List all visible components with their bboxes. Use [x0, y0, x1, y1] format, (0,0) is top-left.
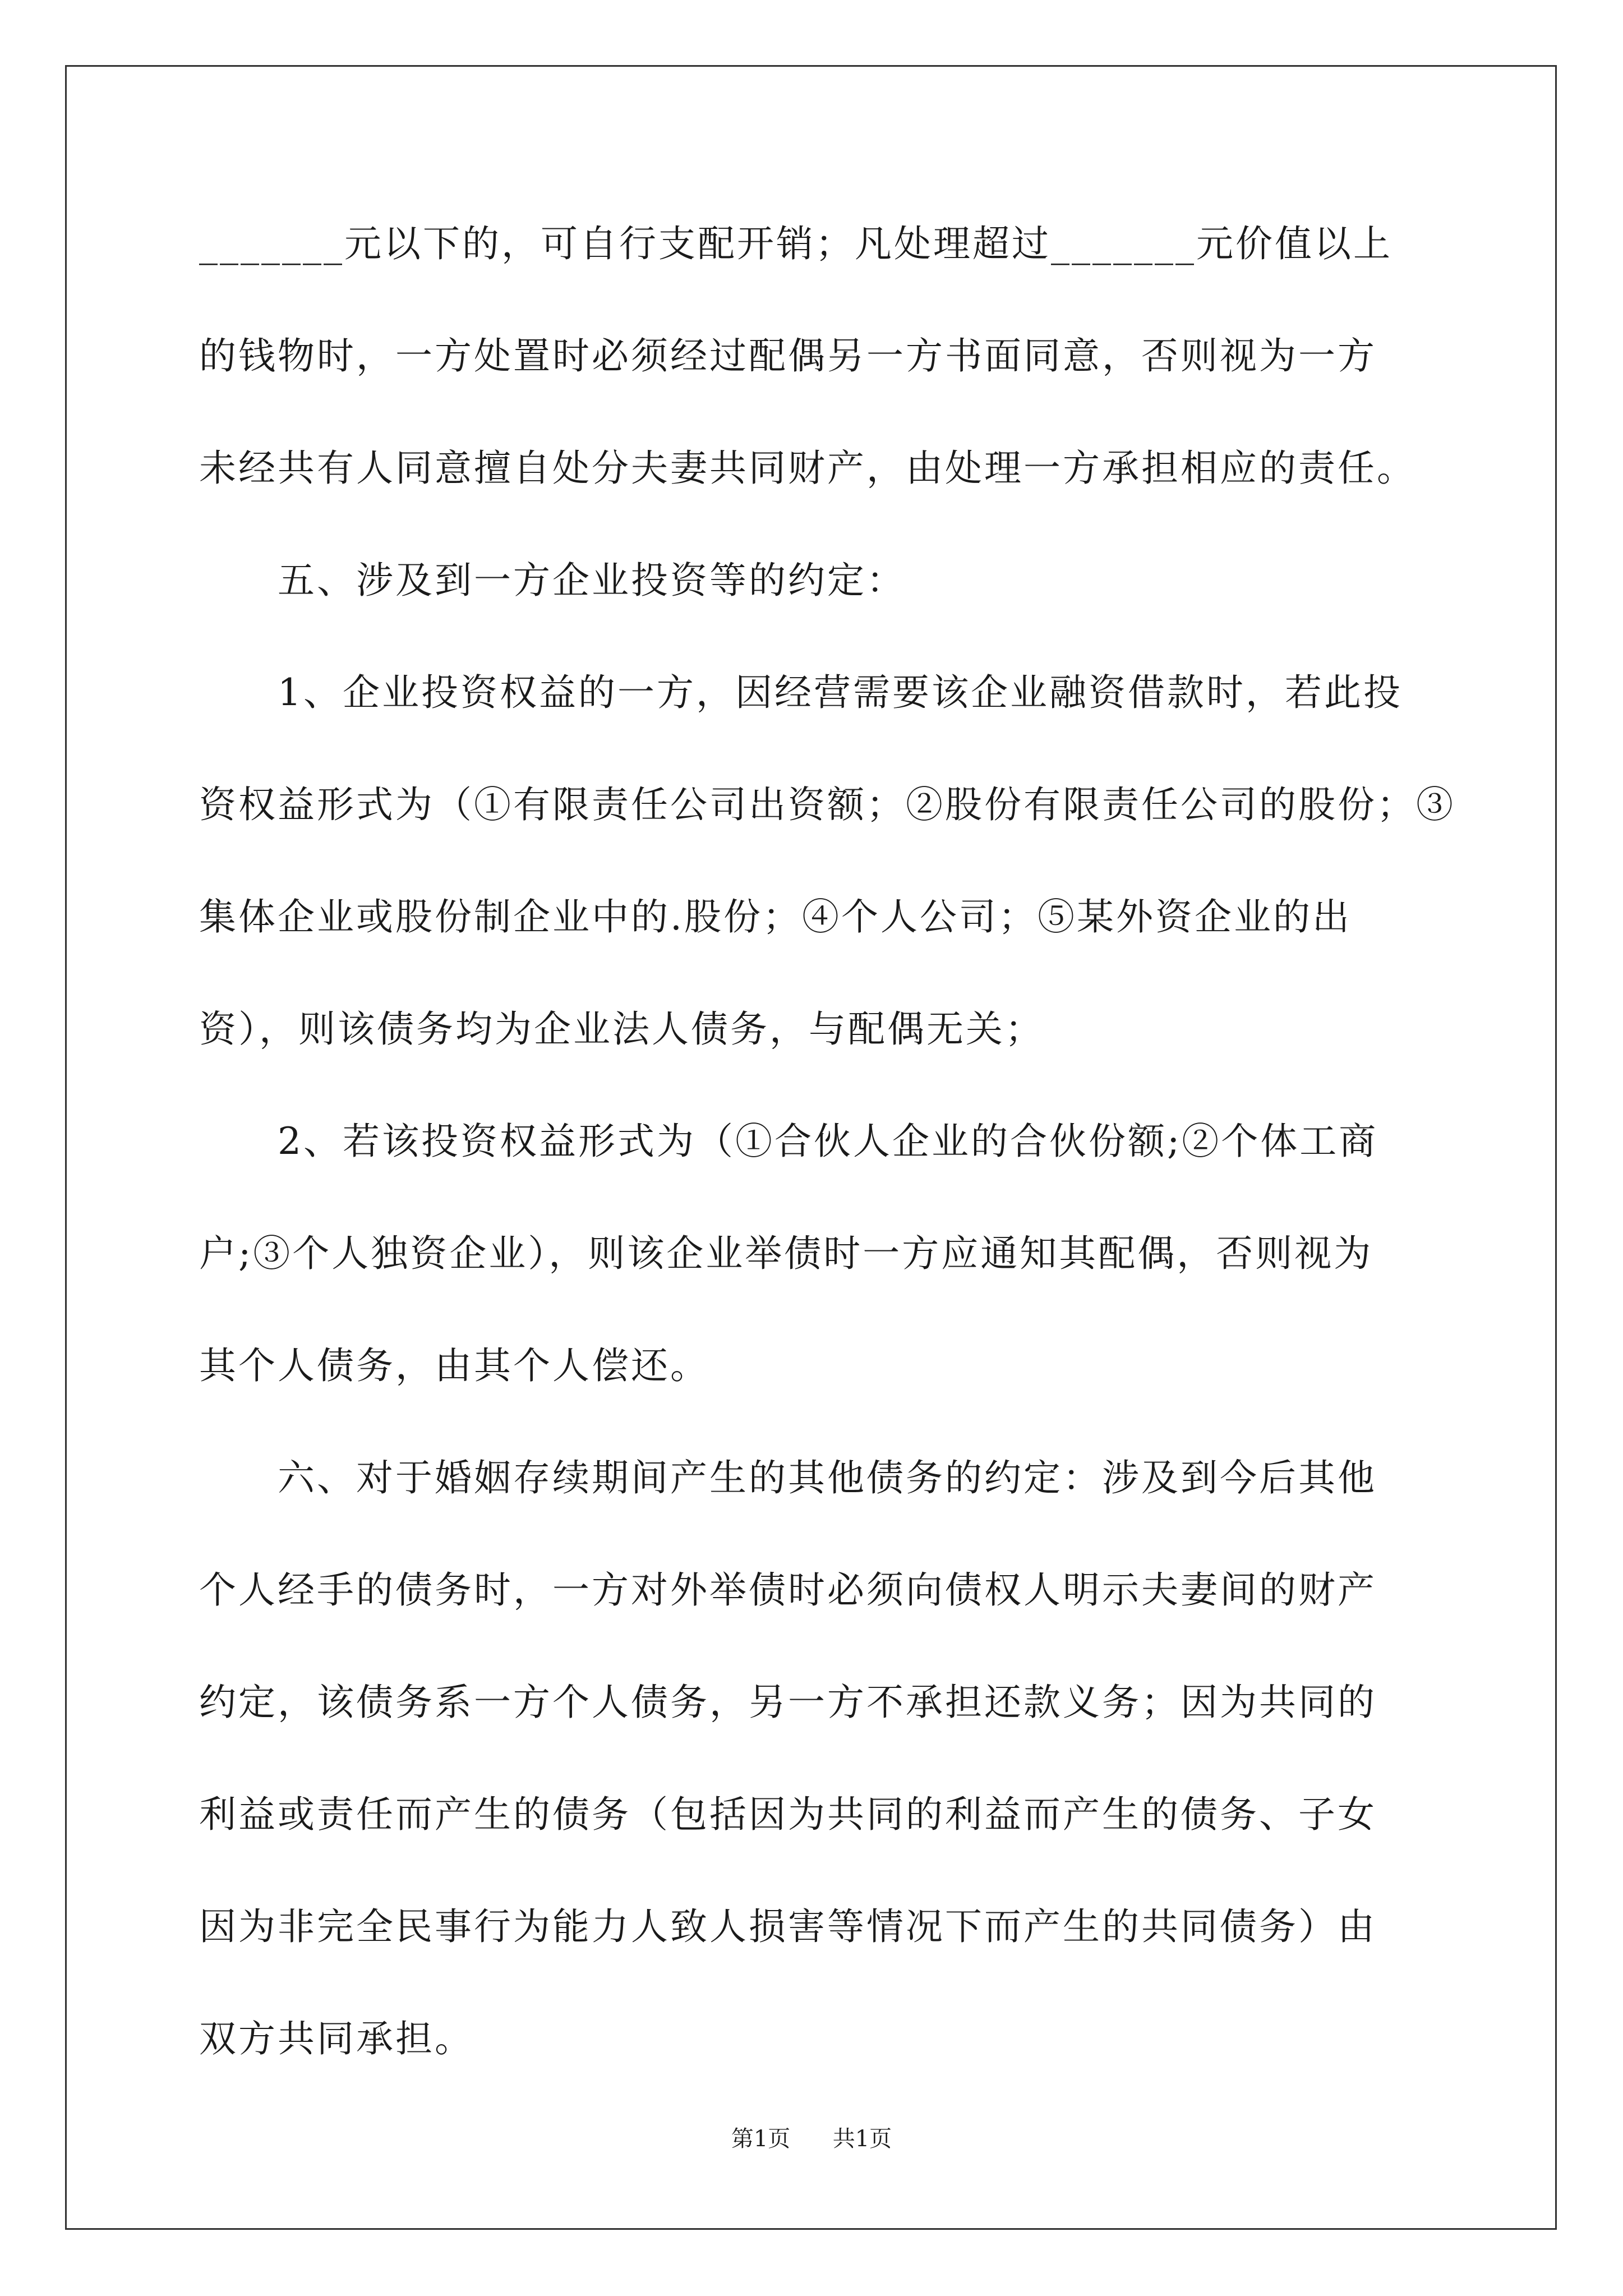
body-text-line: 集体企业或股份制企业中的.股份；④个人公司；⑤某外资企业的出	[199, 895, 1352, 938]
page-footer	[0, 2125, 1623, 2153]
body-text-line: 1、企业投资权益的一方，因经营需要该企业融资借款时，若此投	[199, 671, 1403, 714]
body-text-line: 其个人债务，由其个人偿还。	[199, 1344, 709, 1387]
page-number: 第1页	[731, 2126, 791, 2152]
body-text-line: 双方共同承担。	[199, 2017, 474, 2060]
body-text-line: 利益或责任而产生的债务（包括因为共同的利益而产生的债务、子女	[199, 1793, 1377, 1836]
body-text-line: 的钱物时，一方处置时必须经过配偶另一方书面同意，否则视为一方	[199, 334, 1377, 378]
body-text-line: 2、若该投资权益形式为（①合伙人企业的合伙份额;②个体工商	[199, 1120, 1378, 1163]
body-text-line: 未经共有人同意擅自处分夫妻共同财产，由处理一方承担相应的责任。	[199, 447, 1416, 490]
body-text-line: 资权益形式为（①有限责任公司出资额；②股份有限责任公司的股份；③	[199, 783, 1455, 826]
body-text-line: 个人经手的债务时，一方对外举债时必须向债权人明示夫妻间的财产	[199, 1568, 1377, 1612]
section-heading: 五、涉及到一方企业投资等的约定：	[199, 559, 906, 602]
body-text-line: _______元以下的，可自行支配开销；凡处理超过_______元价值以上	[199, 222, 1393, 265]
body-text-line: 资），则该债务均为企业法人债务，与配偶无关；	[199, 1007, 1044, 1051]
page-total: 共1页	[832, 2126, 892, 2152]
body-text-line: 因为非完全民事行为能力人致人损害等情况下而产生的共同债务）由	[199, 1905, 1377, 1948]
body-text-line: 约定，该债务系一方个人债务，另一方不承担还款义务；因为共同的	[199, 1681, 1377, 1724]
body-text-line: 户;③个人独资企业），则该企业举债时一方应通知其配偶，否则视为	[199, 1232, 1373, 1275]
section-heading: 六、对于婚姻存续期间产生的其他债务的约定：涉及到今后其他	[199, 1456, 1377, 1499]
